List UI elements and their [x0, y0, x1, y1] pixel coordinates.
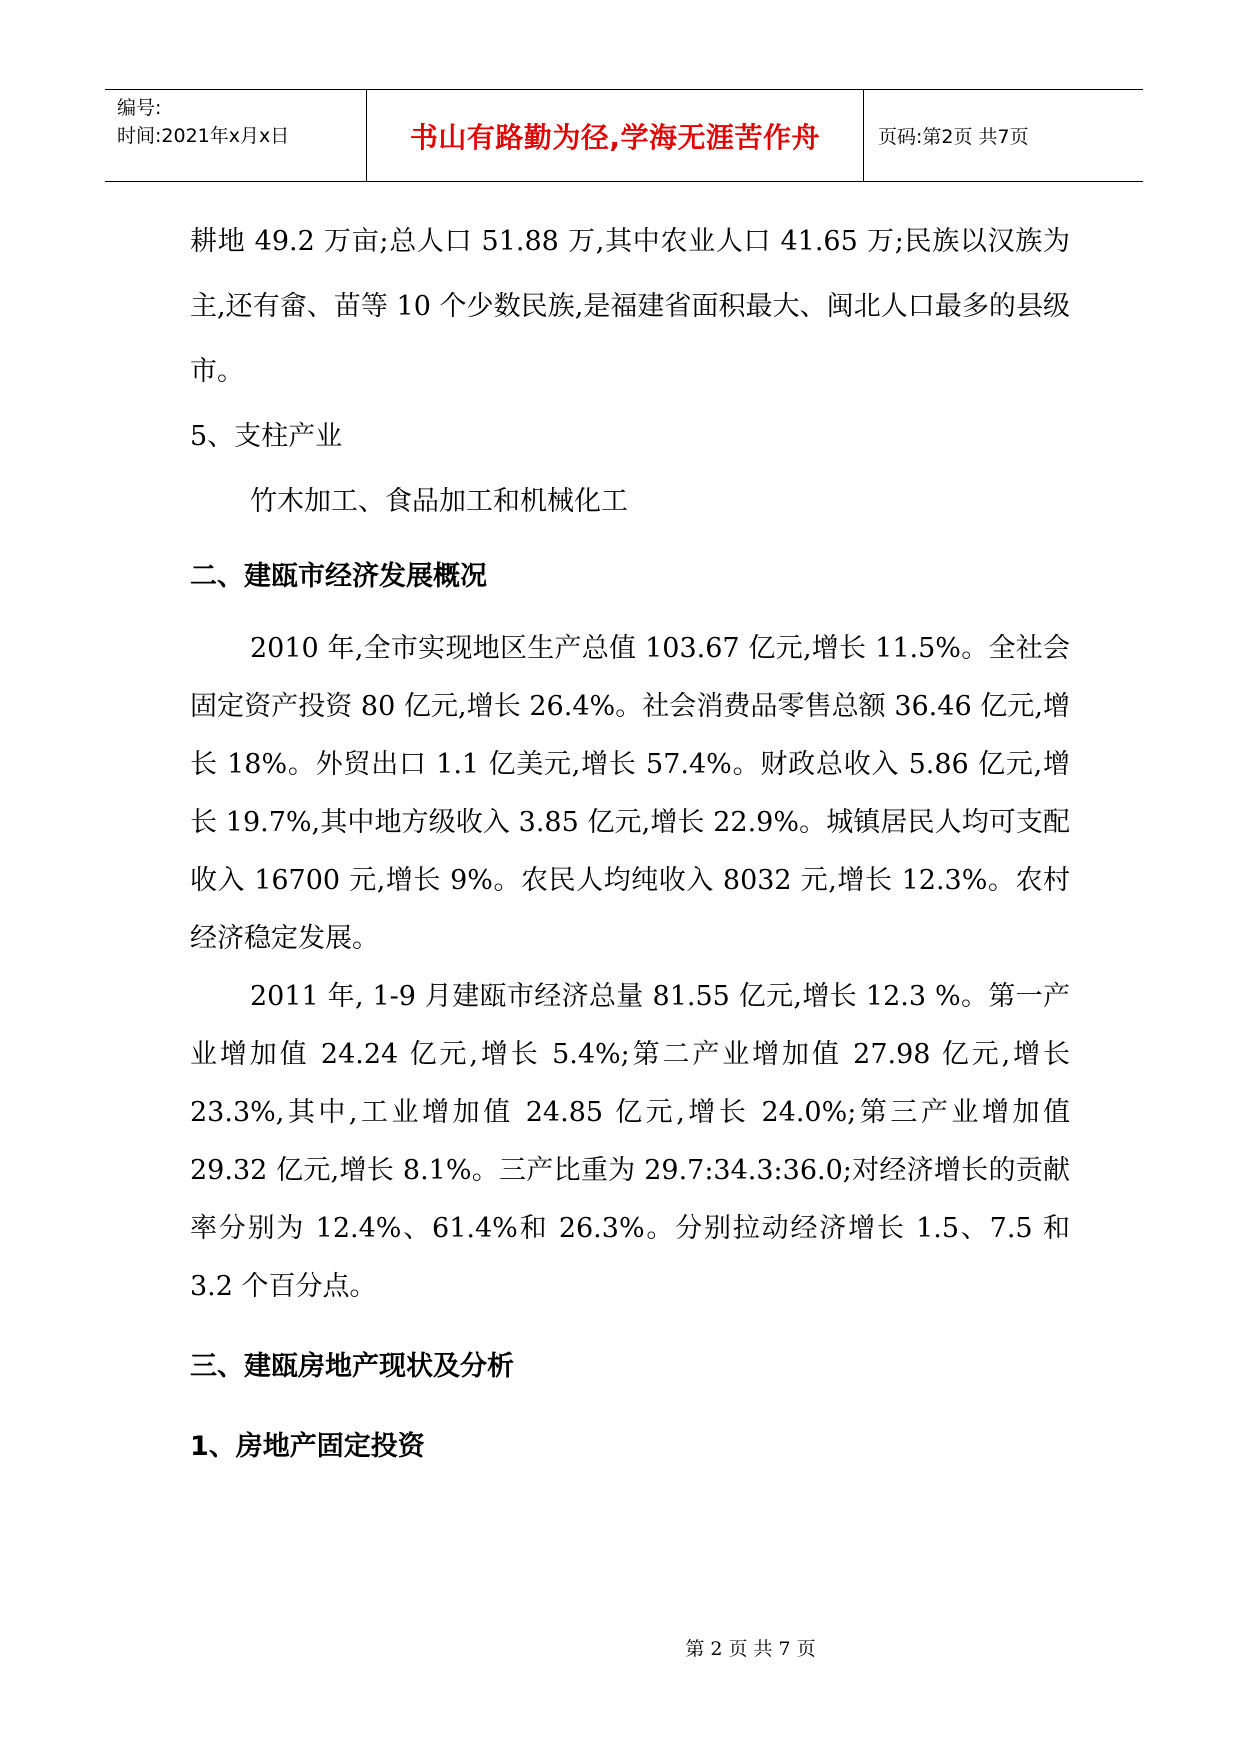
page-footer: 第 2 页 共 7 页 [685, 1638, 816, 1660]
item-title-pillar-industry: 5、支柱产业 [190, 421, 343, 452]
item-text-pillar-industry: 竹木加工、食品加工和机械化工 [250, 486, 628, 517]
page-header [105, 89, 1143, 182]
paragraph-economy-2010: 2010 年,全市实现地区生产总值 103.67 亿元,增长 11.5%。全社会固定资产投资 80 亿元,增长 26.4%。社会消费品零售总额 36.46 亿元,增长 18%。外贸出口 1.1 亿美元,增长 57.4%。财政总收入 5.86 亿元,增长 19.7%,其中地方级收入 3.85 亿元,增长 22.9%。城镇居民人均可支配收入 16700 元,增长 9%。农民人均纯收入 8032 元,增长 12.3%。农村经济稳定发展。 [190, 633, 1070, 954]
document-body [190, 209, 1070, 1476]
document-time-label: 时间:2021年x月x日 [117, 125, 290, 147]
header-motto: 书山有路勤为径,学海无涯苦作舟 [367, 90, 864, 181]
header-meta [105, 90, 367, 181]
paragraph-population: 耕地 49.2 万亩;总人口 51.88 万,其中农业人口 41.65 万;民族以汉族为主,还有畲、苗等 10 个少数民族,是福建省面积最大、闽北人口最多的县级市。 [190, 226, 1070, 387]
header-page-code: 页码:第2页 共7页 [878, 126, 1029, 148]
section-heading-real-estate: 三、建瓯房地产现状及分析 [190, 1351, 514, 1382]
document-number-label: 编号: [117, 97, 162, 119]
paragraph-economy-2011: 2011 年, 1-9 月建瓯市经济总量 81.55 亿元,增长 12.3 %。第一产业增加值 24.24 亿元,增长 5.4%;第二产业增加值 27.98 亿元,增长 23.3%,其中,工业增加值 24.85 亿元,增长 24.0%;第三产业增加值 29.32 亿元,增长 8.1%。三产比重为 29.7:34.3:36.0;对经济增长的贡献率分别为 12.4%、61.4%和 26.3%。分别拉动经济增长 1.5、7.5 和 3.2 个百分点。 [190, 981, 1070, 1302]
subsection-heading-investment: 1、房地产固定投资 [190, 1431, 425, 1462]
section-heading-economy: 二、建瓯市经济发展概况 [190, 561, 487, 592]
